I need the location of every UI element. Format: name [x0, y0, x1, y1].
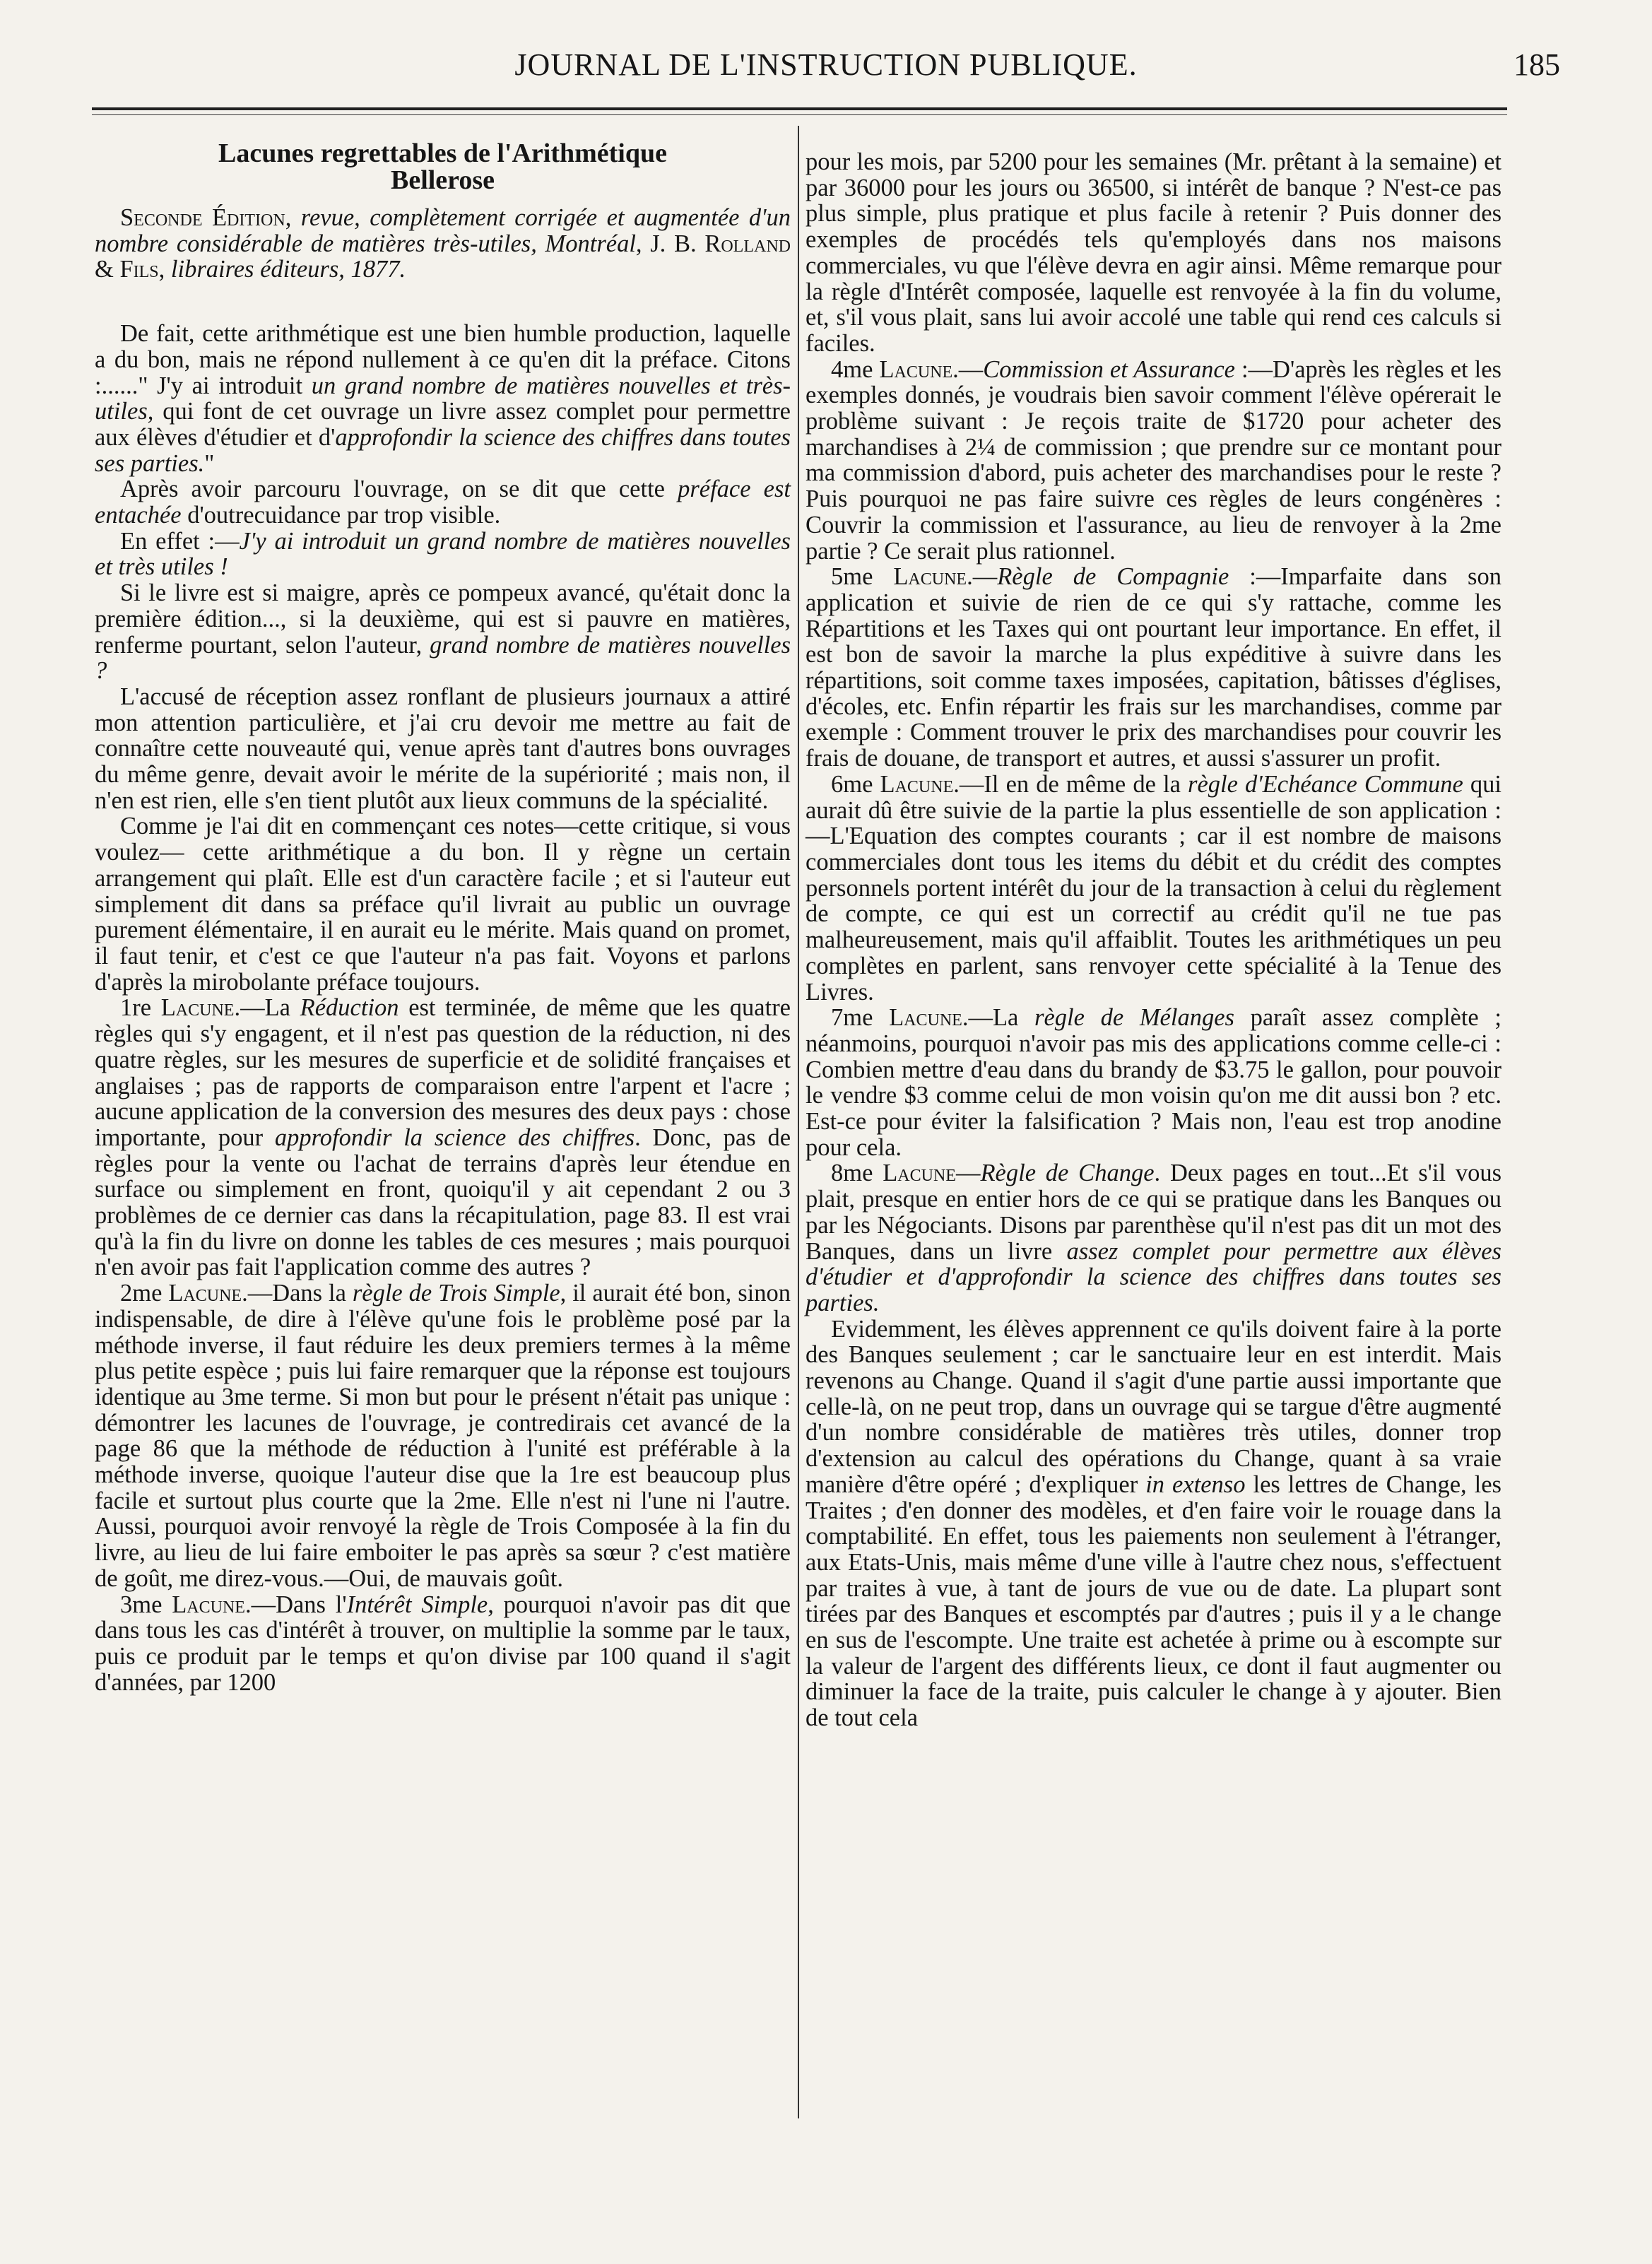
text-run: les lettres de Change, les Traites ; d'en donner des modèles, et d'en faire voir le rouage dans la comptabilité. En effet, tous les paiements non seulement à l'étranger, aux Etats-Unis, mais même d'une ville à l'autre chez nous, s'effectuent par traites à vue, à tant de jours de vue ou de date. La plupart sont tirées par des Banques et escomptés par d'autres ; puis il y a le change en sus de l'escompte. Une traite est achetée à prime ou à escompte sur la valeur de l'argent des différents lieux, ce dont il faut augmenter ou diminuer la face de la traite, puis calculer le change à y ajouter. Bien de tout cela	[806, 1470, 1501, 1732]
italic-run: Commission et Assurance	[983, 355, 1235, 383]
lacune-1-paragraph	[95, 995, 791, 1280]
text-run: Evidemment, les élèves apprennent ce qu'ils doivent faire à la porte des Banques seulement ; car le sanctuaire leur en est interdit. Mais revenons au Change. Quand il s'agit d'une partie aussi importante que celle-là, on ne peut trop, dans un ouvrage qui se targue d'être augmenté d'un nombre considérable de matières très utiles, donner trop d'extension au calcul des opérations du Change, quant à sa vraie manière d'être opéré ; d'expliquer	[806, 1315, 1501, 1498]
article-title	[95, 140, 791, 194]
italic-run: règle de Mélanges	[1034, 1004, 1234, 1032]
paragraph	[95, 580, 791, 684]
paragraph	[806, 1316, 1501, 1731]
text-run: :—Imparfaite dans son application et suivie de rien de ce qui s'y rattache, comme les Répartitions et les Taxes qui ont pourtant leur importance. En effet, il est bon de savoir la marche la plus expéditive à suivre dans les répartitions, soit comme taxes imposées, capitation, bâtisses d'églises, d'écoles, etc. Enfin répartir les frais sur les marchandises, comme par exemple : Comment trouver le prix des marchandises pour couvrir les frais de douane, de transport et autres, et aussi s'assurer un profit.	[806, 563, 1501, 772]
column-divider	[798, 126, 799, 2118]
lacune-label: Lacune	[883, 1160, 956, 1187]
italic-run: règle d'Echéance Commune	[1188, 770, 1463, 798]
lacune-label: Lacune	[889, 1004, 962, 1032]
italic-run: approfondir la science des chiffres dans toutes ses parties.	[95, 423, 791, 477]
italic-run: approfondir la science des chiffres	[274, 1124, 635, 1151]
text-run: .—	[952, 355, 984, 383]
italic-run: in extenso	[1145, 1470, 1246, 1498]
italic-run: Réduction	[300, 994, 399, 1022]
publisher-name: J. B. Rolland & Fils,	[95, 230, 791, 283]
journal-title: JOURNAL DE L'INSTRUCTION PUBLIQUE.	[514, 47, 1138, 82]
text-run: De fait, cette arithmétique est une bien humble production, laquelle a du bon, mais ne répond nullement à ce qu'en dit la préface. Citons :......" J'y ai introduit	[95, 320, 791, 399]
text-run: En effet :—	[120, 527, 240, 555]
text-run: —	[955, 1160, 981, 1187]
paragraph: Comme je l'ai dit en commençant ces notes—cette critique, si vous voulez— cette arithmétique a du bon. Il y règne un certain arrangement qui plaît. Elle est d'un caractère facile ; et si l'auteur eut simplement dit dans sa préface qu'il livrait au public un ouvrage purement élémentaire, il en aurait eu le mérite. Mais quand on promet, il faut tenir, et c'est ce que l'auteur n'a pas fait. Voyons et parlons d'après la mirobolante préface toujours.	[95, 813, 791, 996]
text-run: .—	[967, 563, 998, 591]
text-run: 8me	[831, 1160, 883, 1187]
publisher-trail: libraires éditeurs, 1877.	[165, 256, 406, 283]
edition-description: revue, complètement corrigée et augmentée d'un nombre considérable de matières très-utiles, Montréal,	[95, 204, 791, 257]
italic-run: grand nombre de matières nouvelles ?	[95, 631, 791, 685]
text-run: Si le livre est si maigre, après ce pompeux avancé, qu'était donc la première édition..., si la deuxième, qui est si pauvre en matières, renferme pourtant, selon l'auteur,	[95, 579, 791, 659]
right-column	[806, 149, 1501, 1731]
lacune-label: Lacune	[880, 770, 954, 798]
text-run: . Donc, pas de règles pour la vente ou l'achat de terrains d'après leur étendue en surface ou simplement en front, quoiqu'il y ait cependant 2 ou 3 problèmes de ce dernier cas dans la récapitulation, page 83. Il est vrai qu'à la fin du livre on donne les tables de ces mesures ; mais pourquoi n'en avoir pas fait l'application comme des autres ?	[95, 1124, 791, 1281]
text-run: , il aurait été bon, sinon indispensable, de dire à l'élève qu'une fois le problème posé par la méthode inverse, il faut réduire les deux premiers termes à la même plus petite espèce ; puis lui faire remarquer que la réponse est toujours identique au 3me terme. Si mon but pour le présent n'était pas unique : démontrer les lacunes de l'ouvrage, je contredirais cet avancé de la page 86 que la méthode de réduction à l'unité est préférable à la méthode inverse, quoique l'auteur dise que la 1re est beaucoup plus facile et surtout plus courte que la 2me. Elle n'est ni l'une ni l'autre. Aussi, pourquoi avoir renvoyé la règle de Trois Composée à la fin du livre, au lieu de lui faire emboiter le pas après sa sœur ? c'est matière de goût, me direz-vous.—Oui, de mauvais goût.	[95, 1280, 791, 1592]
text-run: Après avoir parcouru l'ouvrage, on se dit que cette	[120, 476, 678, 503]
article-title-line1: Lacunes regrettables de l'Arithmétique	[218, 138, 667, 168]
text-run: 2me	[120, 1280, 169, 1307]
text-run: .—Dans la	[242, 1280, 353, 1307]
lacune-2-paragraph	[95, 1280, 791, 1591]
paragraph: pour les mois, par 5200 pour les semaines (Mr. prêtant à la semaine) et par 36000 pour les jours ou 36500, si intérêt de banque ? N'est-ce pas plus simple, plus pratique et plus facile à retenir ? Puis donner des exemples de procédés tels qu'employés dans nos maisons commerciales, vu que l'élève devra en agir ainsi. Même remarque pour la règle d'Intérêt composée, laquelle est renvoyée à la fin du volume, et, s'il vous plait, sans lui avoir accolé une table qui rend ces calculs si faciles.	[806, 148, 1501, 357]
text-run: .—La	[234, 994, 300, 1022]
text-run: 6me	[831, 770, 880, 798]
lacune-4-paragraph	[806, 357, 1501, 565]
article-title-line2: Bellerose	[390, 165, 495, 195]
text-run: 3me	[120, 1591, 172, 1618]
lacune-6-paragraph	[806, 772, 1501, 1005]
lacune-label: Lacune	[168, 1280, 242, 1307]
article-subtitle	[95, 205, 791, 283]
text-run: 5me	[831, 563, 894, 591]
lacune-label: Lacune	[160, 994, 235, 1022]
lacune-label: Lacune	[879, 355, 953, 383]
italic-run: Règle de Compagnie	[997, 563, 1229, 591]
text-run: .—Dans l'	[244, 1591, 347, 1618]
left-column	[95, 140, 791, 1695]
text-run: , pourquoi n'avoir pas dit que dans tous les cas d'intérêt à trouver, on multiplie la somme par le taux, puis ce produit par le temps et qu'on divise par 100 quand il s'agit d'années, par 1200	[95, 1591, 791, 1696]
header-rule-thin	[92, 114, 1507, 115]
italic-run: assez complet pour permettre aux élèves d'étudier et d'approfondir la science des chiffres dans toutes ses parties.	[806, 1237, 1501, 1316]
text-run: .—Il en de même de la	[953, 770, 1188, 798]
lacune-7-paragraph	[806, 1005, 1501, 1160]
lacune-label: Lacune	[893, 563, 967, 591]
italic-run: règle de Trois Simple	[352, 1280, 560, 1307]
text-run: .—La	[962, 1004, 1035, 1032]
italic-run: Intérêt Simple	[346, 1591, 488, 1618]
text-run: paraît assez complète ; néanmoins, pourquoi n'avoir pas mis des applications comme celle-ci : Combien mettre d'eau dans du brandy de $3.75 le gallon, pour pouvoir le vendre $3 comme celui de mon voisin qu'on me dit aussi bon ? etc. Est-ce pour éviter la falsification ? Mais non, l'eau est trop anodine pour cela.	[806, 1004, 1502, 1161]
italic-run: J'y ai introduit un grand nombre de matières nouvelles et très utiles !	[95, 527, 791, 581]
text-run: "	[204, 449, 215, 477]
lacune-label: Lacune	[172, 1591, 245, 1618]
edition-label: Seconde Édition,	[120, 204, 292, 231]
text-run: 1re	[120, 994, 161, 1022]
text-run: 7me	[831, 1004, 890, 1032]
italic-run: préface est entachée	[95, 476, 791, 529]
paragraph	[95, 476, 791, 528]
header-rule	[92, 107, 1507, 110]
text-run: . Deux pages en tout...Et s'il vous plait, presque en entier hors de ce qui se pratique dans les Banques ou par les Négociants. Disons par parenthèse qu'il n'est pas dit un mot des Banques, dans un livre	[806, 1160, 1502, 1265]
italic-run: Règle de Change	[980, 1160, 1155, 1187]
paragraph: L'accusé de réception assez ronflant de plusieurs journaux a attiré mon attention particulière, et j'ai cru devoir me mettre au fait de connaître cette nouveauté qui, venue après tant d'autres bons ouvrages du même genre, devait avoir le mérite de la supériorité ; mais non, il n'en est rien, elle s'en tient plutôt aux lieux communs de la spécialité.	[95, 683, 791, 814]
running-head	[92, 47, 1560, 92]
text-run: 4me	[831, 355, 880, 383]
lacune-8-paragraph	[806, 1160, 1501, 1316]
text-run: est terminée, de même que les quatre règles qui s'y engagent, et il n'est pas question de la réduction, ni des quatre règles, sur les mesures de superficie et de solidité françaises et anglaises ; pas de rapports de comparaison entre l'arpent et l'acre ; aucune application de la conversion des mesures des deux pays : chose importante, pour	[95, 994, 791, 1151]
page-number: 185	[1514, 47, 1560, 82]
text-run: d'outrecuidance par trop visible.	[181, 502, 501, 529]
text-run: qui aurait dû être suivie de la partie la plus essentielle de son application :—L'Equation des comptes courants ; car il est nombre de maisons commerciales dont tous les items du débit et du crédit des comptes personnels portent intérêt du jour de la transaction à celui du règlement de compte, ce qui est un correctif au crédit qu'il ne tue pas malheureusement, mais qu'il affaiblit. Toutes les arithmétiques un peu complètes en parlent, sans renvoyer cette spécialité à la Tenue des Livres.	[806, 770, 1501, 1006]
lacune-5-paragraph	[806, 564, 1501, 772]
lacune-3-paragraph	[95, 1592, 791, 1696]
text-run: qui font de cet ouvrage un livre assez complet pour permettre aux élèves d'étudier et d'	[95, 398, 791, 451]
text-run: :—D'après les règles et les exemples donnés, je voudrais bien savoir comment l'élève opérerait le problème suivant : Je reçois traite de $1720 pour acheter des marchandises à 2¼ de commission ; que prendre sur ce montant pour ma commission d'abord, puis acheter des marchandises pour le reste ? Puis pourquoi ne pas faire suivre ces règles de leurs congénères : Couvrir la commission et l'assurance, au lieu de renvoyer à la 2me partie ? Ce serait plus rationnel.	[806, 355, 1501, 565]
paragraph	[95, 321, 791, 476]
italic-run: un grand nombre de matières nouvelles et très-utiles,	[95, 372, 791, 425]
paragraph	[95, 529, 791, 580]
